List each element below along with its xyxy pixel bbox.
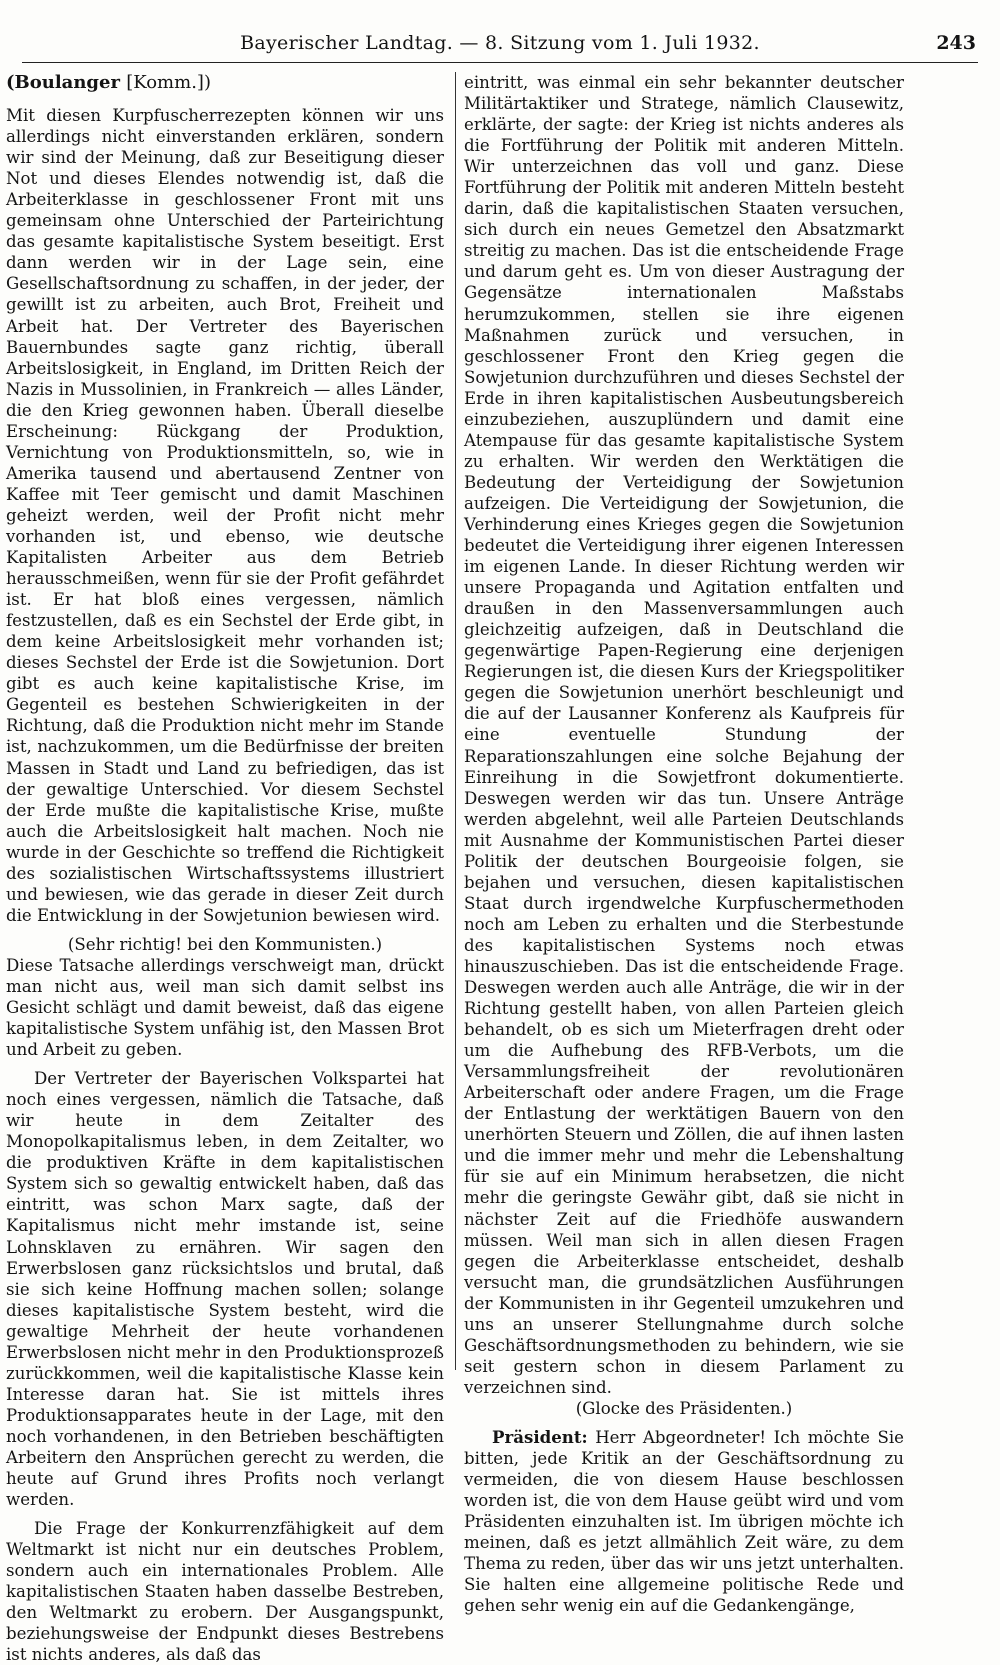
speaker-open: ( (6, 72, 15, 93)
paragraph: Diese Tatsache allerdings verschweigt man, drückt man nicht aus, weil man sich damit selbst ins Gesicht schlägt und damit beweist, daß das eigene kapitalistische System unfähig ist, den Massen Brot und Arbeit zu geben. (6, 955, 444, 1060)
header-rule (22, 62, 978, 63)
interjection: (Glocke des Präsidenten.) (575, 1398, 793, 1418)
right-column (464, 72, 904, 1616)
column-divider (455, 72, 456, 1370)
paragraph: Die Frage der Konkurrenzfähigkeit auf dem Weltmarkt ist nicht nur ein deutsches Problem, sondern auch ein internationales Problem. Alle kapitalistischen Staaten haben dasselbe Bestreben, den Weltmarkt zu erobern. Der Ausgangspunkt, beziehungsweise der Endpunkt dieses Bestrebens ist nichts anderes, als daß das (6, 1519, 444, 1665)
president-text: Herr Abgeordneter! Ich möchte Sie bitten, jede Kritik an der Geschäftsordnung zu vermeiden, die von diesem Hause beschlossen worden ist, die von dem Hause geübt wird und vom Präsidenten einzuhalten ist. Im übrigen möchte ich meinen, daß es jetzt allmählich Zeit wäre, zu dem Thema zu reden, über das wir uns jetzt unterhalten. Sie halten eine allgemeine politische Rede und gehen sehr wenig ein auf die Gedankengänge, (464, 1428, 904, 1616)
president-label: Präsident: (492, 1427, 588, 1447)
speaker-party: [Komm.]) (126, 72, 211, 93)
speaker-name: Boulanger (14, 72, 120, 93)
paragraph: Der Vertreter der Bayerischen Volkspartei hat noch eines vergessen, nämlich die Tatsache, daß wir heute in dem Zeitalter des Monopolkapitalismus leben, in dem Zeitalter, wo die produktiven Kräfte in dem kapitalistischen System sich so gewaltig entwickelt haben, daß das eintritt, was schon Marx sagte, daß der Kapitalismus nicht mehr imstande ist, seine Lohnsklaven zu ernähren. Wir sagen den Erwerbslosen ganz rücksichtslos und brutal, daß sie sich keine Hoffnung machen sollen; solange dieses kapitalistische System besteht, wird die gewaltige Mehrheit der heute vorhandenen Erwerbslosen nicht mehr in den Produktionsprozeß zurückkommen, weil die kapitalistische Klasse kein Interesse daran hat. Sie ist mittels ihres Produktionsapparates heute in der Lage, mit den noch vorhandenen, in den Betrieben beschäftigten Arbeitern den Ansprüchen gerecht zu werden, die heute auf Grund ihres Profits noch verlangt werden. (6, 1069, 444, 1510)
speaker-heading (6, 72, 444, 93)
page-header (0, 30, 1000, 64)
interjection: (Sehr richtig! bei den Kommunisten.) (67, 934, 383, 954)
page-number: 243 (936, 32, 976, 54)
paragraph: Mit diesen Kurpfuscherrezepten können wir uns allerdings nicht einverstanden erklären, sondern wir sind der Meinung, daß zur Beseitigung dieser Not und dieses Elendes notwendig ist, daß die Arbeiterklasse in geschlossener Front mit uns gemeinsam ohne Unterschied der Parteirichtung das gesamte kapitalistische System beseitigt. Erst dann werden wir in der Lage sein, eine Gesellschaftsordnung zu schaffen, in der jeder, der gewillt ist zu arbeiten, auch Brot, Freiheit und Arbeit hat. Der Vertreter des Bayerischen Bauernbundes sagte ganz richtig, überall Arbeitslosigkeit, in England, im Dritten Reich der Nazis in Mussolinien, in Frankreich — alles Länder, die den Krieg gewonnen haben. Überall dieselbe Erscheinung: Rückgang der Produktion, Vernichtung von Produktionsmitteln, so, wie in Amerika tausend und abertausend Zentner von Kaffee mit Teer gemischt und damit Maschinen geheizt werden, weil der Profit nicht mehr vorhanden ist, und ebenso, wie deutsche Kapitalisten Arbeiter aus dem Betrieb herausschmeißen, wenn für sie der Profit gefährdet ist. Er hat bloß eines vergessen, nämlich festzustellen, daß es ein Sechstel der Erde gibt, in dem keine Arbeitslosigkeit mehr vorhanden ist; dieses Sechstel der Erde ist die Sowjetunion. Dort gibt es auch keine kapitalistische Krise, im Gegenteil es bestehen Schwierigkeiten in der Richtung, daß die Produktion nicht mehr im Stande ist, nachzukommen, um die Bedürfnisse der breiten Massen in Stadt und Land zu befriedigen, das ist der gewaltige Unterschied. Vor diesem Sechstel der Erde mußte die kapitalistische Krise, mußte auch die Arbeitslosigkeit halt machen. Noch nie wurde in der Geschichte so treffend die Richtigkeit des sozialistischen Wirtschaftssystems illustriert und bewiesen, wie das gerade in dieser Zeit durch die Entwicklung in der Sowjetunion bewiesen wird. (6, 106, 444, 925)
paragraph: eintritt, was einmal ein sehr bekannter deutscher Militärtaktiker und Stratege, nämlich Clausewitz, erklärte, der sagte: der Krieg ist nichts anderes als die Fortführung der Politik mit anderen Mitteln. Wir unterzeichnen das voll und ganz. Diese Fortführung der Politik mit anderen Mitteln besteht darin, daß die kapitalistischen Staaten versuchen, sich durch ein neues Gemetzel den Absatzmarkt streitig zu machen. Das ist die entscheidende Frage und darum geht es. Um von dieser Austragung der Gegensätze internationalen Maßstabs herumzukommen, stellen sie ihre eigenen Maßnahmen zurück und versuchen, in geschlossener Front den Krieg gegen die Sowjetunion durchzuführen und dieses Sechstel der Erde in ihren kapitalistischen Ausbeutungsbereich einzubeziehen, auszuplündern und damit eine Atempause für das gesamte kapitalistische System zu erhalten. Wir werden den Werktätigen die Bedeutung der Verteidigung der Sowjetunion aufzeigen. Die Verteidigung der Sowjetunion, die Verhinderung eines Krieges gegen die Sowjetunion bedeutet die Verteidigung ihrer eigenen Interessen im eigenen Lande. In dieser Richtung werden wir unsere Propaganda und Agitation entfalten und draußen in den Massenversammlungen auch gleichzeitig aufzeigen, daß in Deutschland die gegenwärtige Papen-Regierung eine derjenigen Regierungen ist, die diesen Kurs der Kriegspolitiker gegen die Sowjetunion unerhört beschleunigt und die auf der Lausanner Konferenz als Kaufpreis für eine eventuelle Stundung der Reparationszahlungen eine solche Bejahung der Einreihung in die Sowjetfront dokumentierte. Deswegen werden wir das tun. Unsere Anträge werden abgelehnt, weil alle Parteien Deutschlands mit Ausnahme der Kommunistischen Partei dieser Politik der deutschen Bourgeoisie folgen, sie bejahen und versuchen, diesen kapitalistischen Staat durch irgendwelche Kurpfuschermethoden noch am Leben zu erhalten und die Sterbestunde des kapitalistischen Systems noch etwas hinauszuschieben. Das ist die entscheidende Frage. Deswegen werden auch alle Anträge, die wir in der Richtung gestellt haben, von allen Parteien gleich behandelt, ob es sich um Mieterfragen dreht oder um die Aufhebung des RFB-Verbots, um die Versammlungsfreiheit der revolutionären Arbeiterschaft oder andere Fragen, um die Frage der Entlastung der werktätigen Bauern von den unerhörten Steuern und Zöllen, die auf ihnen lasten und die immer mehr und mehr die Lebenshaltung für sie auf ein Minimum herabsetzen, die nicht mehr die geringste Gewähr gibt, daß sie nicht in nächster Zeit auf die Friedhöfe auswandern müssen. Weil man sich in allen diesen Fragen gegen die Arbeiterklasse entscheidet, deshalb versucht man, die grundsätzlichen Ausführungen der Kommunisten in ihr Gegenteil umzukehren und uns an unserer Stellungnahme durch solche Geschäftsordnungsmethoden zu behindern, wie sie seit gestern schon in diesem Parlament zu verzeichnen sind. (464, 73, 904, 1397)
left-column (6, 72, 444, 1665)
running-title: Bayerischer Landtag. — 8. Sitzung vom 1. Juli 1932. (240, 32, 760, 54)
president-paragraph (464, 1427, 904, 1616)
